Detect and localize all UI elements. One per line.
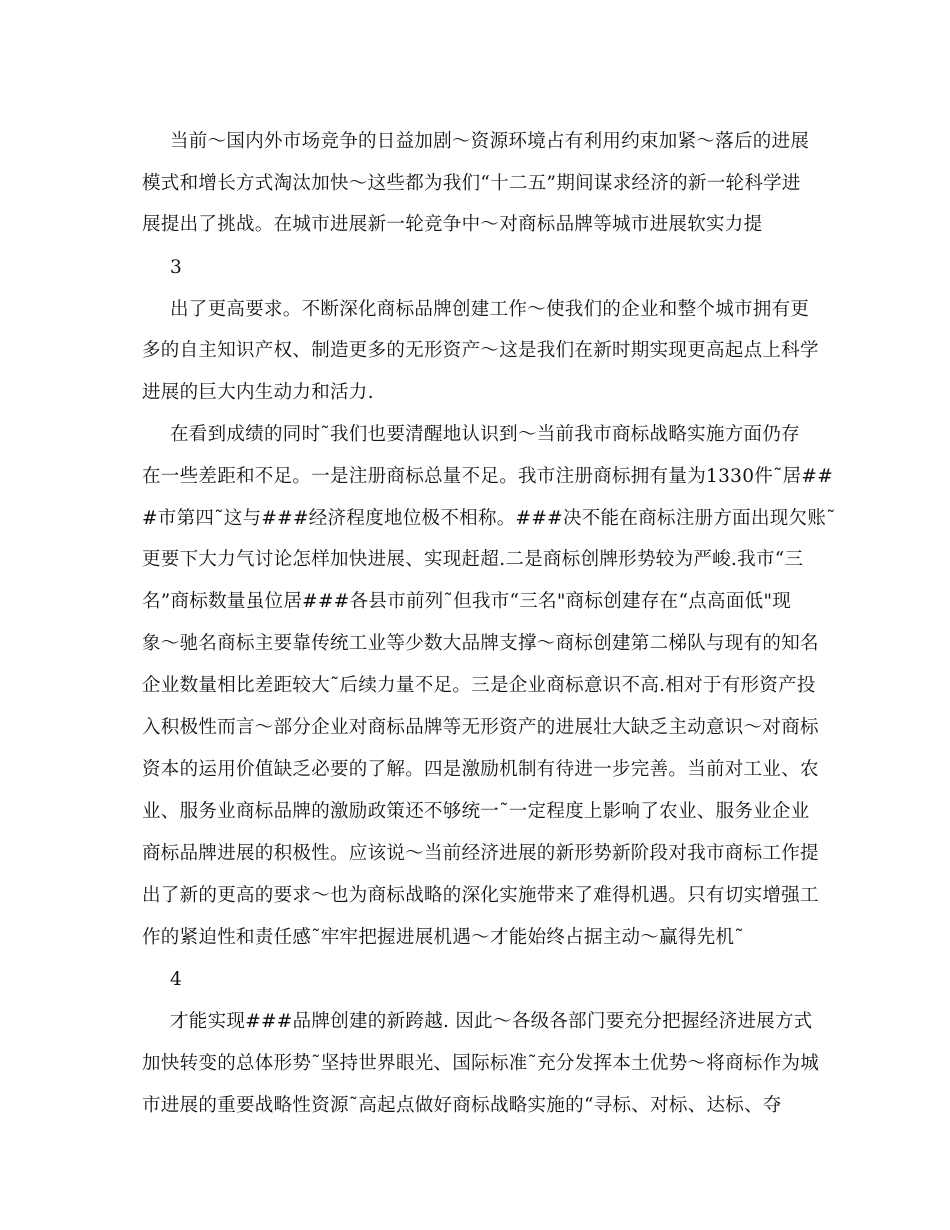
paragraph-line: 展提出了挑战。在城市进展新一轮竞争中～对商标品牌等城市进展软实力提 — [142, 214, 763, 235]
paragraph-line: 在一些差距和不足。一是注册商标总量不足。我市注册商标拥有量为1330件˜居## — [142, 466, 834, 487]
paragraph-line: 更要下大力气讨论怎样加快进展、实现赶超.二是商标创牌形势较为严峻.我市“三 — [142, 549, 804, 570]
paragraph-line: 业、服务业商标品牌的激励政策还不够统一˜一定程度上影响了农业、服务业企业 — [142, 801, 810, 822]
page-number: 4 — [170, 969, 183, 990]
paragraph-line: #市第四˜这与###经济程度地位极不相称。###决不能在商标注册方面出现欠账˜ — [142, 508, 836, 529]
paragraph-line: 商标品牌进展的积极性。应该说～当前经济进展的新形势新阶段对我市商标工作提 — [142, 843, 819, 864]
paragraph-line: 作的紧迫性和责任感˜牢牢把握进展机遇～才能始终占据主动～赢得先机˜ — [142, 927, 744, 948]
page-number: 3 — [170, 257, 183, 278]
paragraph-line: 资本的运用价值缺乏必要的了解。四是激励机制有待进一步完善。当前对工业、农 — [142, 759, 819, 780]
paragraph-line: 企业数量相比差距较大˜后续力量不足。三是企业商标意识不高.相对于有形资产投 — [142, 675, 816, 696]
paragraph-line: 加快转变的总体形势˜坚持世界眼光、国际标准˜充分发挥本土优势～将商标作为城 — [142, 1053, 820, 1074]
paragraph-line: 出了新的更高的要求～也为商标战略的深化实施带来了难得机遇。只有切实增强工 — [142, 885, 819, 906]
paragraph-line: 在看到成绩的同时˜我们也要清醒地认识到～当前我市商标战略实施方面仍存 — [170, 424, 800, 445]
paragraph-line: 入积极性而言～部分企业对商标品牌等无形资产的进展壮大缺乏主动意识～对商标 — [142, 717, 819, 738]
paragraph-line: 市进展的重要战略性资源˜高起点做好商标战略实施的“寻标、对标、达标、夺 — [142, 1095, 782, 1116]
paragraph-line: 出了更高要求。不断深化商标品牌创建工作～使我们的企业和整个城市拥有更 — [170, 299, 810, 320]
paragraph-line: 当前～国内外市场竞争的日益加剧～资源环境占有利用约束加紧～落后的进展 — [170, 131, 810, 152]
paragraph-line: 进展的巨大内生动力和活力. — [142, 382, 374, 403]
paragraph-line: 象～驰名商标主要靠传统工业等少数大品牌支撑～商标创建第二梯队与现有的知名 — [142, 633, 819, 654]
paragraph-line: 才能实现###品牌创建的新跨越. 因此～各级各部门要充分把握经济进展方式 — [170, 1011, 813, 1032]
paragraph-line: 模式和增长方式淘汰加快～这些都为我们“十二五”期间谋求经济的新一轮科学进 — [142, 173, 801, 194]
paragraph-line: 多的自主知识产权、制造更多的无形资产～这是我们在新时期实现更高起点上科学 — [142, 340, 819, 361]
paragraph-line: 名”商标数量虽位居###各县市前列˜但我市“三名"商标创建存在“点高面低"现 — [142, 591, 792, 612]
